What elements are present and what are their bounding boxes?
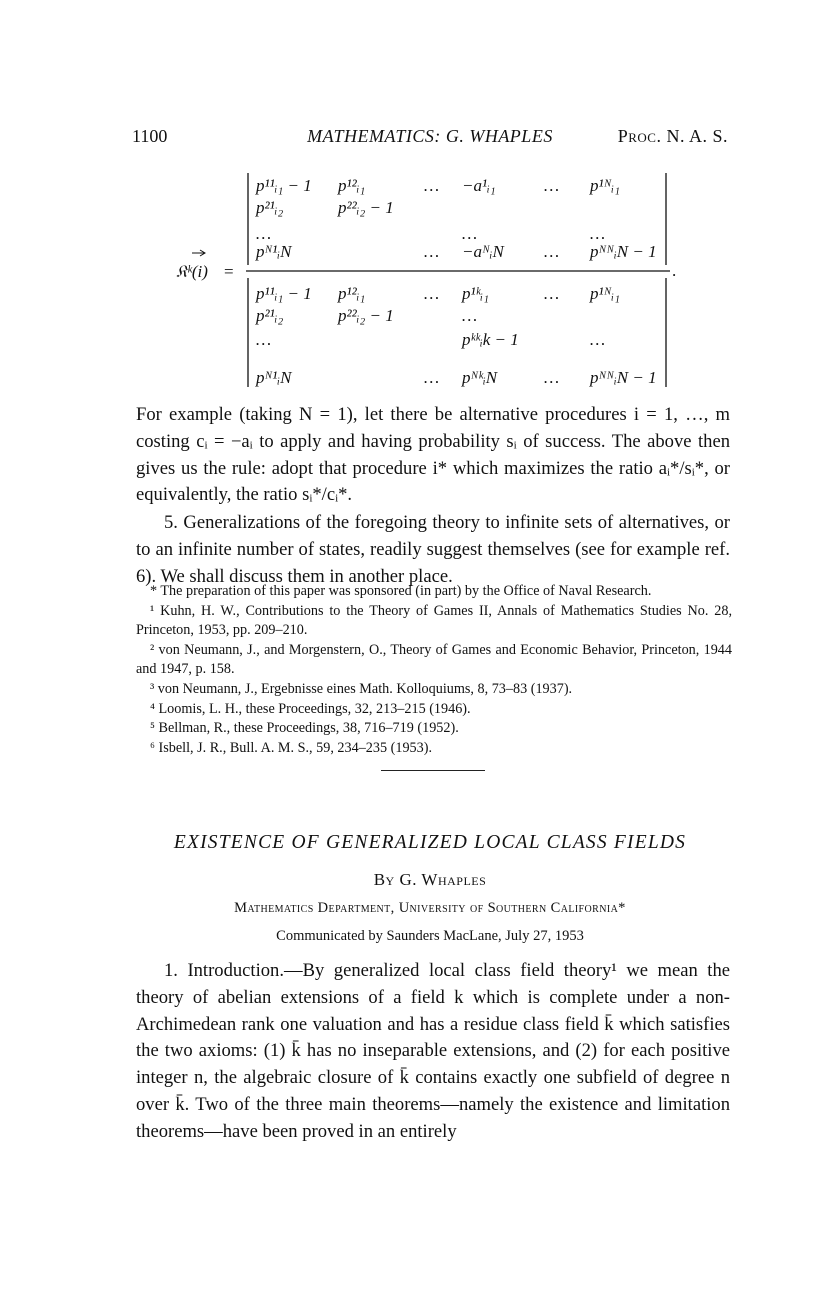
determinant-ratio-formula (132, 165, 728, 397)
numerator-cell-r0-c3: −a¹ᵢ₁ (462, 176, 496, 195)
page-number: 1100 (132, 126, 168, 146)
numerator-cell-r1-c1: p²²ᵢ₂ − 1 (338, 198, 394, 217)
running-title: MATHEMATICS: G. WHAPLES (307, 126, 553, 146)
article-communicated: Communicated by Saunders MacLane, July 27, 1953 (276, 928, 584, 944)
journal-name: Proc. N. A. S. (617, 126, 728, 146)
footnote-2: ² von Neumann, J., and Morgenstern, O., Theory of Games and Economic Behavior, Princeton, 1944 and 1947, p. 158. (136, 641, 732, 678)
numerator-cell-r3-c5: pᴺᴺᵢN − 1 (590, 242, 657, 261)
numerator-cell-r2-c5: … (590, 224, 606, 243)
denominator-cell-r0-c4: … (544, 284, 560, 303)
footnote-6: ⁶ Isbell, J. R., Bull. A. M. S., 59, 234–235 (1953). (150, 739, 433, 756)
formula-lhs: 𝔎ᵏ(i) (176, 262, 208, 281)
denominator-cell-r1-c3: … (462, 306, 478, 325)
numerator-cell-r0-c0: p¹¹ᵢ₁ − 1 (256, 176, 312, 195)
footnotes (136, 582, 732, 758)
numerator-cell-r0-c4: … (544, 176, 560, 195)
denominator-cell-r2-c0: … (256, 330, 272, 349)
denominator-cell-r3-c2: … (424, 368, 440, 387)
page-header (132, 126, 728, 150)
denominator-cell-r0-c0: p¹¹ᵢ₁ − 1 (256, 284, 312, 303)
denominator-cell-r2-c3: pᵏᵏᵢk − 1 (462, 330, 519, 349)
footnote-5: ⁵ Bellman, R., these Proceedings, 38, 716–719 (1952). (150, 720, 459, 737)
formula-equals: = (224, 262, 234, 281)
numerator-cell-r3-c2: … (424, 242, 440, 261)
numerator-cell-r0-c1: p¹²ᵢ₁ (338, 176, 366, 195)
denominator-cell-r0-c5: p¹ᴺᵢ₁ (590, 284, 620, 303)
article-affiliation: Mathematics Department, University of Southern California* (234, 900, 626, 916)
footnote-star: * The preparation of this paper was sponsored (in part) by the Office of Naval Research. (150, 583, 652, 599)
denominator-cell-r0-c1: p¹²ᵢ₁ (338, 284, 366, 303)
denominator-cell-r3-c0: pᴺ¹ᵢN (256, 368, 292, 387)
formula-svg (132, 165, 728, 397)
section-divider (381, 770, 485, 771)
denominator-cell-r3-c3: pᴺᵏᵢN (462, 368, 498, 387)
denominator-cell-r3-c5: pᴺᴺᵢN − 1 (590, 368, 657, 387)
denominator-cell-r0-c2: … (424, 284, 440, 303)
numerator-cell-r1-c0: p²¹ᵢ₂ (256, 198, 284, 217)
denominator-cell-r2-c5: … (590, 330, 606, 349)
numerator-cell-r0-c5: p¹ᴺᵢ₁ (590, 176, 620, 195)
numerator-cell-r0-c2: … (424, 176, 440, 195)
generalizations-paragraph: 5. Generalizations of the foregoing theory to infinite sets of alternatives, or to an infinite number of states, readily suggest themselves (see for example ref. 6). We shall discuss them in another place. (136, 512, 730, 587)
numerator-cell-r3-c0: pᴺ¹ᵢN (256, 242, 292, 261)
footnote-1: ¹ Kuhn, H. W., Contributions to the Theory of Games II, Annals of Mathematics Studies No. 28, Princeton, 1953, pp. 209–210. (136, 602, 732, 639)
numerator-cell-r2-c3: … (462, 224, 478, 243)
denominator-cell-r3-c4: … (544, 368, 560, 387)
footnote-4: ⁴ Loomis, L. H., these Proceedings, 32, 213–215 (1946). (150, 700, 471, 717)
article-title: EXISTENCE OF GENERALIZED LOCAL CLASS FIELDS (173, 832, 687, 853)
introduction-paragraph: 1. Introduction.—By generalized local class field theory¹ we mean the theory of abelian extensions of a field k which is complete under a non-Archimedean rank one valuation and has a residue class field k̄ which satisfies the two axioms: (1) k̄ has no inseparable extensions, and (2) for each positive integer n, the algebraic closure of k̄ contains exactly one subfield of degree n over k̄. Two of the three main theorems—namely the existence and limitation theorems—have been proved in an entirely (136, 960, 730, 1142)
denominator-cell-r1-c1: p²²ᵢ₂ − 1 (338, 306, 394, 325)
numerator-cell-r3-c3: −aᴺᵢN (462, 242, 504, 261)
numerator-cell-r2-c0: … (256, 224, 272, 243)
example-paragraph: For example (taking N = 1), let there be alternative procedures i = 1, …, m costing cᵢ = −aᵢ to apply and having probability sᵢ of success. The above then gives us the rule: adopt that procedure i* which maximizes the ratio aᵢ*/sᵢ*, or equivalently, the ratio sᵢ*/cᵢ*. (136, 404, 730, 506)
formula-period: . (672, 261, 677, 280)
denominator-cells (255, 284, 657, 387)
numerator-cell-r3-c4: … (544, 242, 560, 261)
denominator-cell-r1-c0: p²¹ᵢ₂ (256, 306, 284, 325)
article-byline: By G. Whaples (373, 870, 487, 889)
denominator-cell-r0-c3: p¹ᵏᵢ₁ (462, 284, 489, 303)
numerator-cells (255, 176, 657, 261)
footnote-3: ³ von Neumann, J., Ergebnisse eines Math. Kolloquiums, 8, 73–83 (1937). (150, 680, 573, 697)
